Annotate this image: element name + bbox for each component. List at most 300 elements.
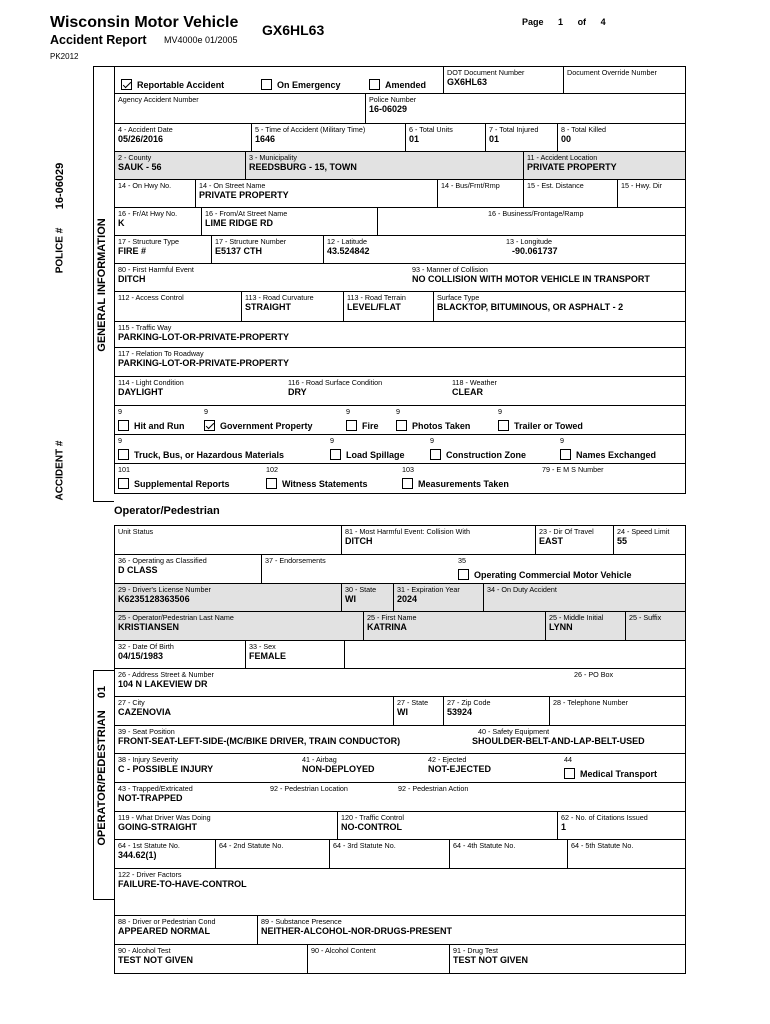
- speed-cell: [613, 526, 685, 554]
- first-harm-label: 80 - First Harmful Event: [118, 265, 194, 274]
- trailer-label: Trailer or Towed: [514, 420, 583, 431]
- spill-cell: [327, 435, 427, 463]
- last-cell: [115, 612, 363, 640]
- gov-num: 9: [204, 407, 208, 416]
- medical-checkbox[interactable]: [564, 765, 657, 783]
- fire-check-icon[interactable]: [346, 420, 357, 431]
- trailer-num: 9: [498, 407, 502, 416]
- photos-num: 9: [396, 407, 400, 416]
- general-info-text: GENERAL INFORMATION: [96, 218, 108, 352]
- ejected-label: 42 - Ejected: [428, 755, 467, 764]
- page-total: 4: [600, 17, 606, 27]
- address-value: 104 N LAKEVIEW DR: [118, 679, 208, 689]
- supp-num: 101: [118, 465, 130, 474]
- injured-cell: [485, 124, 557, 151]
- bus-cell: [437, 180, 523, 207]
- amended-check-icon[interactable]: [369, 79, 380, 90]
- middle-cell: [545, 612, 625, 640]
- ems-label: 79 - E M S Number: [542, 465, 604, 474]
- manner-cell: [409, 264, 685, 291]
- stat1-value: 344.62(1): [118, 850, 157, 860]
- truck-label: Truck, Bus, or Hazardous Materials: [134, 449, 285, 460]
- citations-value: 1: [561, 822, 567, 832]
- fire-checkbox[interactable]: [346, 417, 379, 435]
- row-checks-1: [114, 406, 686, 435]
- ped-loc-cell: [267, 783, 395, 811]
- stat5-label: 64 - 5th Statute No.: [571, 841, 634, 850]
- measure-num: 103: [402, 465, 414, 474]
- address-label: 26 - Address Street & Number: [118, 670, 214, 679]
- substance-cell: [257, 916, 685, 944]
- photos-cell: [393, 406, 495, 434]
- struct-num-label: 17 - Structure Number: [215, 237, 287, 246]
- ejected-cell: [425, 754, 561, 782]
- hitrun-checkbox[interactable]: [118, 417, 185, 435]
- city-cell: [115, 697, 393, 725]
- dot-doc-value: GX6HL63: [447, 77, 488, 87]
- stat2-cell: [215, 840, 329, 868]
- license-label: 29 - Driver's License Number: [118, 585, 211, 594]
- dot-doc-label: DOT Document Number: [447, 68, 525, 77]
- truck-check-icon[interactable]: [118, 449, 129, 460]
- commercial-cell: [455, 555, 685, 583]
- struct-num-value: E5137 CTH: [215, 246, 263, 256]
- reportable-checkbox[interactable]: [121, 76, 224, 94]
- row-dob: [114, 641, 686, 669]
- stat3-label: 64 - 3rd Statute No.: [333, 841, 396, 850]
- lic-state-label: 30 - State: [345, 585, 377, 594]
- license-value: K6235128363506: [118, 594, 190, 604]
- traffic-way-label: 115 - Traffic Way: [118, 323, 172, 332]
- fire-cell: [343, 406, 393, 434]
- factors-cell: [115, 869, 685, 915]
- first-harm-cell: [115, 264, 409, 291]
- exp-value: 2024: [397, 594, 418, 604]
- duty-cell: [483, 584, 685, 611]
- row-county: [114, 152, 686, 180]
- factors-label: 122 - Driver Factors: [118, 870, 182, 879]
- emergency-label: On Emergency: [277, 79, 341, 90]
- pobox-label: 26 - PO Box: [574, 670, 614, 679]
- row-doing: [114, 812, 686, 840]
- onhwy-label: 14 - On Hwy No.: [118, 181, 172, 190]
- row-trapped: [114, 783, 686, 812]
- light-cell: [115, 377, 285, 405]
- endorse-label: 37 - Endorsements: [265, 556, 326, 565]
- hitrun-cell: [115, 406, 201, 434]
- medical-cell: [561, 754, 685, 782]
- suffix-label: 25 - Suffix: [629, 613, 662, 622]
- agency-label: Agency Accident Number: [118, 95, 199, 104]
- page-number: 1: [558, 17, 564, 27]
- truck-checkbox[interactable]: [118, 446, 284, 464]
- loc-label: 11 - Accident Location: [527, 153, 598, 162]
- middle-value: LYNN: [549, 622, 573, 632]
- phone-label: 28 - Telephone Number: [553, 698, 628, 707]
- row-seat: [114, 726, 686, 754]
- manner-value: NO COLLISION WITH MOTOR VEHICLE IN TRANSPORT: [412, 274, 650, 284]
- struct-type-cell: [115, 236, 211, 263]
- date-cell: [115, 124, 251, 151]
- weather-cell: [449, 377, 685, 405]
- loc-value: PRIVATE PROPERTY: [527, 162, 617, 172]
- zip-value: 53924: [447, 707, 473, 717]
- county-value: SAUK - 56: [118, 162, 162, 172]
- exp-cell: [393, 584, 483, 611]
- hitrun-check-icon[interactable]: [118, 420, 129, 431]
- sex-label: 33 - Sex: [249, 642, 276, 651]
- drug-test-value: TEST NOT GIVEN: [453, 955, 529, 965]
- terrain-label: 113 - Road Terrain: [347, 293, 406, 302]
- most-harm-cell: [341, 526, 535, 554]
- curv-label: 113 - Road Curvature: [245, 293, 314, 302]
- spill-checkbox[interactable]: [330, 446, 405, 464]
- construction-num: 9: [430, 436, 434, 445]
- muni-value: REEDSBURG - 15, TOWN: [249, 162, 357, 172]
- accident-label: [55, 431, 66, 511]
- citations-cell: [557, 812, 685, 839]
- accident-text: ACCIDENT #: [54, 440, 66, 501]
- row-relation: [114, 348, 686, 377]
- units-label: 6 - Total Units: [409, 125, 453, 134]
- stat2-label: 64 - 2nd Statute No.: [219, 841, 284, 850]
- dist-label: 15 - Est. Distance: [527, 181, 584, 190]
- operator-section-title: Operator/Pedestrian: [114, 505, 220, 517]
- police-num-value: 16-06029: [369, 104, 408, 114]
- row-conditions: [114, 377, 686, 406]
- construction-cell: [427, 435, 557, 463]
- traffic-way-cell: [115, 322, 685, 347]
- frstreet-value: LIME RIDGE RD: [205, 218, 274, 228]
- airbag-value: NON-DEPLOYED: [302, 764, 375, 774]
- onhwy-cell: [115, 180, 195, 207]
- commercial-check-icon[interactable]: [458, 569, 469, 580]
- medical-check-icon[interactable]: [564, 768, 575, 779]
- surface-label: Surface Type: [437, 293, 480, 302]
- lic-state-cell: [341, 584, 393, 611]
- suffix-cell: [625, 612, 685, 640]
- control-value: NO-CONTROL: [341, 822, 402, 832]
- frhwy-value: K: [118, 218, 125, 228]
- relation-label: 117 - Relation To Roadway: [118, 349, 204, 358]
- witness-checkbox[interactable]: [266, 475, 367, 493]
- relation-value: PARKING-LOT-OR-PRIVATE-PROPERTY: [118, 358, 289, 368]
- zip-label: 27 - Zip Code: [447, 698, 491, 707]
- relation-cell: [115, 348, 685, 376]
- struct-num-cell: [211, 236, 323, 263]
- dob-cell: [115, 641, 245, 668]
- pk-code: PK2012: [50, 52, 79, 61]
- city-value: CAZENOVIA: [118, 707, 172, 717]
- weather-value: CLEAR: [452, 387, 483, 397]
- injured-label: 7 - Total Injured: [489, 125, 539, 134]
- cond-label: 88 - Driver or Pedestrian Cond: [118, 917, 216, 926]
- hwydir-label: 15 - Hwy. Dir: [621, 181, 662, 190]
- stat1-label: 64 - 1st Statute No.: [118, 841, 180, 850]
- sex-value: FEMALE: [249, 651, 286, 661]
- most-harm-value: DITCH: [345, 536, 373, 546]
- row-reportable: [114, 66, 686, 94]
- fire-num: 9: [346, 407, 350, 416]
- county-cell: [115, 152, 245, 179]
- row-onstreet: [114, 180, 686, 208]
- stat5-cell: [567, 840, 685, 868]
- frhwy-cell: [115, 208, 201, 235]
- ems-cell: [539, 464, 685, 493]
- page-indicator: [522, 17, 618, 27]
- doing-label: 119 - What Driver Was Doing: [118, 813, 211, 822]
- ped-action-label: 92 - Pedestrian Action: [398, 784, 469, 793]
- dir-travel-cell: [535, 526, 613, 554]
- amended-checkbox[interactable]: [369, 76, 426, 94]
- road-surf-label: 116 - Road Surface Condition: [288, 378, 383, 387]
- operator-num-text: 01: [96, 685, 108, 699]
- hitrun-label: Hit and Run: [134, 420, 185, 431]
- lat-value: 43.524842: [327, 246, 370, 256]
- airbag-label: 41 - Airbag: [302, 755, 337, 764]
- trapped-label: 43 - Trapped/Extricated: [118, 784, 193, 793]
- row-unit: [114, 525, 686, 555]
- row-statutes: [114, 840, 686, 869]
- reportable-check-icon[interactable]: [121, 79, 132, 90]
- frstreet-label: 16 - From/At Street Name: [205, 209, 288, 218]
- agency-cell: [115, 94, 365, 123]
- weather-label: 118 - Weather: [452, 378, 497, 387]
- onstreet-value: PRIVATE PROPERTY: [199, 190, 289, 200]
- names-checkbox[interactable]: [560, 446, 656, 464]
- pobox-cell: [571, 669, 685, 696]
- license-cell: [115, 584, 341, 611]
- emergency-checkbox[interactable]: [261, 76, 341, 94]
- operator-form: [114, 525, 686, 974]
- doing-value: GOING-STRAIGHT: [118, 822, 197, 832]
- factors-value: FAILURE-TO-HAVE-CONTROL: [118, 879, 247, 889]
- trailer-cell: [495, 406, 685, 434]
- endorse-cell: [261, 555, 455, 583]
- row-road: [114, 292, 686, 322]
- airbag-cell: [299, 754, 425, 782]
- row-tests: [114, 945, 686, 974]
- photos-label: Photos Taken: [412, 420, 471, 431]
- injury-label: 38 - Injury Severity: [118, 755, 178, 764]
- page-of: of: [577, 17, 587, 27]
- curv-cell: [241, 292, 343, 321]
- onstreet-label: 14 - On Street Name: [199, 181, 266, 190]
- row-structure: [114, 236, 686, 264]
- struct-type-label: 17 - Structure Type: [118, 237, 179, 246]
- state2-cell: [393, 697, 443, 725]
- safety-value: SHOULDER-BELT-AND-LAP-BELT-USED: [472, 736, 645, 746]
- hwydir-cell: [617, 180, 685, 207]
- row-cond: [114, 916, 686, 945]
- injury-value: C - POSSIBLE INJURY: [118, 764, 214, 774]
- measure-label: Measurements Taken: [418, 478, 509, 489]
- construction-checkbox[interactable]: [430, 446, 526, 464]
- supp-check-icon[interactable]: [118, 478, 129, 489]
- general-info-label: [96, 165, 112, 405]
- classified-label: 36 - Operating as Classified: [118, 556, 207, 565]
- gov-cell: [201, 406, 343, 434]
- dot-doc-cell: [443, 67, 563, 93]
- access-label: 112 - Access Control: [118, 293, 184, 302]
- measure-checkbox[interactable]: [402, 475, 509, 493]
- row-factors: [114, 869, 686, 916]
- form-subtitle: Accident Report: [50, 33, 147, 47]
- manner-label: 93 - Manner of Collision: [412, 265, 488, 274]
- row-address: [114, 669, 686, 697]
- override-label: Document Override Number: [567, 68, 657, 77]
- seat-value: FRONT-SEAT-LEFT-SIDE-(MC/BIKE DRIVER, TRAIN CONDUCTOR): [118, 736, 401, 746]
- lon-cell: [503, 236, 685, 263]
- substance-value: NEITHER-ALCOHOL-NOR-DRUGS-PRESENT: [261, 926, 452, 936]
- frstreet-cell: [201, 208, 377, 235]
- alc-content-label: 90 - Alcohol Content: [311, 946, 376, 955]
- photos-checkbox[interactable]: [396, 417, 470, 435]
- ejected-value: NOT-EJECTED: [428, 764, 492, 774]
- general-form: [114, 66, 686, 494]
- gov-check-icon[interactable]: [204, 420, 215, 431]
- construction-label: Construction Zone: [446, 449, 526, 460]
- road-surf-value: DRY: [288, 387, 307, 397]
- terrain-cell: [343, 292, 433, 321]
- spill-num: 9: [330, 436, 334, 445]
- muni-cell: [245, 152, 523, 179]
- row-city: [114, 697, 686, 726]
- speed-value: 55: [617, 536, 628, 546]
- row-license: [114, 584, 686, 612]
- stat4-cell: [449, 840, 567, 868]
- ped-loc-label: 92 - Pedestrian Location: [270, 784, 348, 793]
- time-cell: [251, 124, 405, 151]
- doing-cell: [115, 812, 337, 839]
- emergency-check-icon[interactable]: [261, 79, 272, 90]
- bus-label: 14 - Bus/Frnt/Rmp: [441, 181, 500, 190]
- police-num-cell: [365, 94, 685, 123]
- construction-check-icon[interactable]: [430, 449, 441, 460]
- time-label: 5 - Time of Accident (Military Time): [255, 125, 366, 134]
- unit-status-label: Unit Status: [118, 527, 154, 536]
- names-check-icon[interactable]: [560, 449, 571, 460]
- surface-value: BLACKTOP, BITUMINOUS, OR ASPHALT - 2: [437, 302, 624, 312]
- drug-test-cell: [449, 945, 685, 973]
- row-injury: [114, 754, 686, 783]
- loc-cell: [523, 152, 685, 179]
- city-label: 27 - City: [118, 698, 145, 707]
- trailer-checkbox[interactable]: [498, 417, 583, 435]
- supp-checkbox[interactable]: [118, 475, 230, 493]
- operator-text: OPERATOR/PEDESTRIAN: [96, 710, 108, 846]
- page-label: Page: [522, 17, 544, 27]
- business-cell: [377, 208, 685, 235]
- witness-cell: [263, 464, 399, 493]
- spill-check-icon[interactable]: [330, 449, 341, 460]
- spill-label: Load Spillage: [346, 449, 405, 460]
- first-value: KATRINA: [367, 622, 407, 632]
- cond-value: APPEARED NORMAL: [118, 926, 211, 936]
- amended-label: Amended: [385, 79, 427, 90]
- truck-num: 9: [118, 436, 122, 445]
- drug-test-label: 91 - Drug Test: [453, 946, 499, 955]
- first-cell: [363, 612, 545, 640]
- last-label: 25 - Operator/Pedestrian Last Name: [118, 613, 234, 622]
- light-value: DAYLIGHT: [118, 387, 164, 397]
- lon-value: -90.061737: [512, 246, 558, 256]
- last-value: KRISTIANSEN: [118, 622, 180, 632]
- row-name: [114, 612, 686, 641]
- units-value: 01: [409, 134, 420, 144]
- stat1-cell: [115, 840, 215, 868]
- first-harm-value: DITCH: [118, 274, 146, 284]
- lat-label: 12 - Latitude: [327, 237, 367, 246]
- unit-status-cell: [115, 526, 341, 554]
- trailer-check-icon[interactable]: [498, 420, 509, 431]
- business-label: 16 - Business/Frontage/Ramp: [488, 209, 584, 218]
- date-value: 05/26/2016: [118, 134, 164, 144]
- row-checks-3: [114, 464, 686, 494]
- killed-cell: [557, 124, 685, 151]
- photos-check-icon[interactable]: [396, 420, 407, 431]
- speed-label: 24 - Speed Limit: [617, 527, 670, 536]
- safety-cell: [469, 726, 685, 753]
- onstreet-cell: [195, 180, 437, 207]
- seat-cell: [115, 726, 469, 753]
- override-cell: [563, 67, 685, 93]
- time-value: 1646: [255, 134, 276, 144]
- killed-value: 00: [561, 134, 572, 144]
- medical-label: Medical Transport: [580, 768, 658, 779]
- hitrun-num: 9: [118, 407, 122, 416]
- dir-travel-value: EAST: [539, 536, 564, 546]
- terrain-value: LEVEL/FLAT: [347, 302, 401, 312]
- measure-cell: [399, 464, 539, 493]
- commercial-checkbox[interactable]: [458, 566, 632, 584]
- address-cell: [115, 669, 571, 696]
- date-label: 4 - Accident Date: [118, 125, 173, 134]
- fire-label: Fire: [362, 420, 379, 431]
- form-number: MV4000e 01/2005: [164, 35, 238, 45]
- witness-check-icon[interactable]: [266, 478, 277, 489]
- supp-cell: [115, 464, 263, 493]
- commercial-label: Operating Commercial Motor Vehicle: [474, 569, 632, 580]
- row-harmful: [114, 264, 686, 292]
- medical-num: 44: [564, 755, 572, 764]
- first-label: 25 - First Name: [367, 613, 417, 622]
- muni-label: 3 - Municipality: [249, 153, 297, 162]
- middle-label: 25 - Middle Initial: [549, 613, 604, 622]
- supp-label: Supplemental Reports: [134, 478, 230, 489]
- seat-label: 39 - Seat Position: [118, 727, 175, 736]
- sex-cell: [245, 641, 345, 668]
- frhwy-label: 16 - Fr/At Hwy No.: [118, 209, 178, 218]
- curv-value: STRAIGHT: [245, 302, 291, 312]
- gov-checkbox[interactable]: [204, 417, 313, 435]
- witness-label: Witness Statements: [282, 478, 368, 489]
- row-trafficway: [114, 322, 686, 348]
- road-surf-cell: [285, 377, 449, 405]
- police-num-label: Police Number: [369, 95, 417, 104]
- units-cell: [405, 124, 485, 151]
- commercial-num: 35: [458, 556, 466, 565]
- measure-check-icon[interactable]: [402, 478, 413, 489]
- lon-label: 13 - Longitude: [506, 237, 552, 246]
- ped-action-cell: [395, 783, 685, 811]
- citations-label: 62 - No. of Citations Issued: [561, 813, 648, 822]
- reportable-label: Reportable Accident: [137, 79, 225, 90]
- safety-label: 40 - Safety Equipment: [478, 727, 550, 736]
- surface-cell: [433, 292, 685, 321]
- dob-value: 04/15/1983: [118, 651, 164, 661]
- cond-cell: [115, 916, 257, 944]
